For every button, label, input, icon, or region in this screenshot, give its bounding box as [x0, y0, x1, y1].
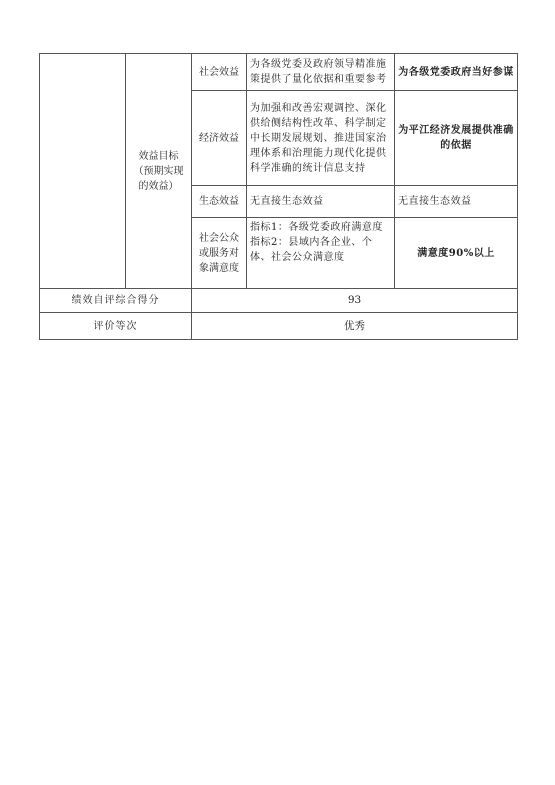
value-economic: 为平江经济发展提供准确的依据 [395, 91, 518, 186]
sub-indicator-social: 社会效益 [192, 54, 247, 91]
grade-label: 评价等次 [40, 313, 192, 340]
value-ecological: 无直接生态效益 [395, 186, 518, 218]
desc-economic: 为加强和改善宏观调控、深化供给侧结构性改革、科学制定中长期发展规划、推进国家治理体系和治理能力现代化提供科学准确的统计信息支持 [247, 91, 395, 186]
sub-indicator-satisfaction: 社会公众或服务对象满意度 [192, 218, 247, 289]
score-label: 绩效自评综合得分 [40, 289, 192, 313]
effect-target-label: 效益目标（预期实现的效益） [126, 54, 192, 289]
sub-indicator-economic: 经济效益 [192, 91, 247, 186]
desc-social: 为各级党委及政府领导精准施策提供了量化依据和重要参考 [247, 54, 395, 91]
sub-indicator-ecological: 生态效益 [192, 186, 247, 218]
value-social: 为各级党委政府当好参谋 [395, 54, 518, 91]
table-row [40, 289, 518, 313]
desc-satisfaction [247, 218, 395, 289]
score-value: 93 [192, 289, 518, 313]
table-row [40, 313, 518, 340]
table-row [40, 54, 518, 91]
desc-ecological: 无直接生态效益 [247, 186, 395, 218]
indicator-line-2: 指标2：县域内各企业、个体、社会公众满意度 [250, 237, 373, 263]
performance-table [39, 53, 518, 340]
blank-cell [40, 54, 126, 289]
indicator-line-1: 指标1：各级党委政府满意度 [250, 222, 383, 233]
grade-value: 优秀 [192, 313, 518, 340]
value-satisfaction: 满意度90%以上 [395, 218, 518, 289]
